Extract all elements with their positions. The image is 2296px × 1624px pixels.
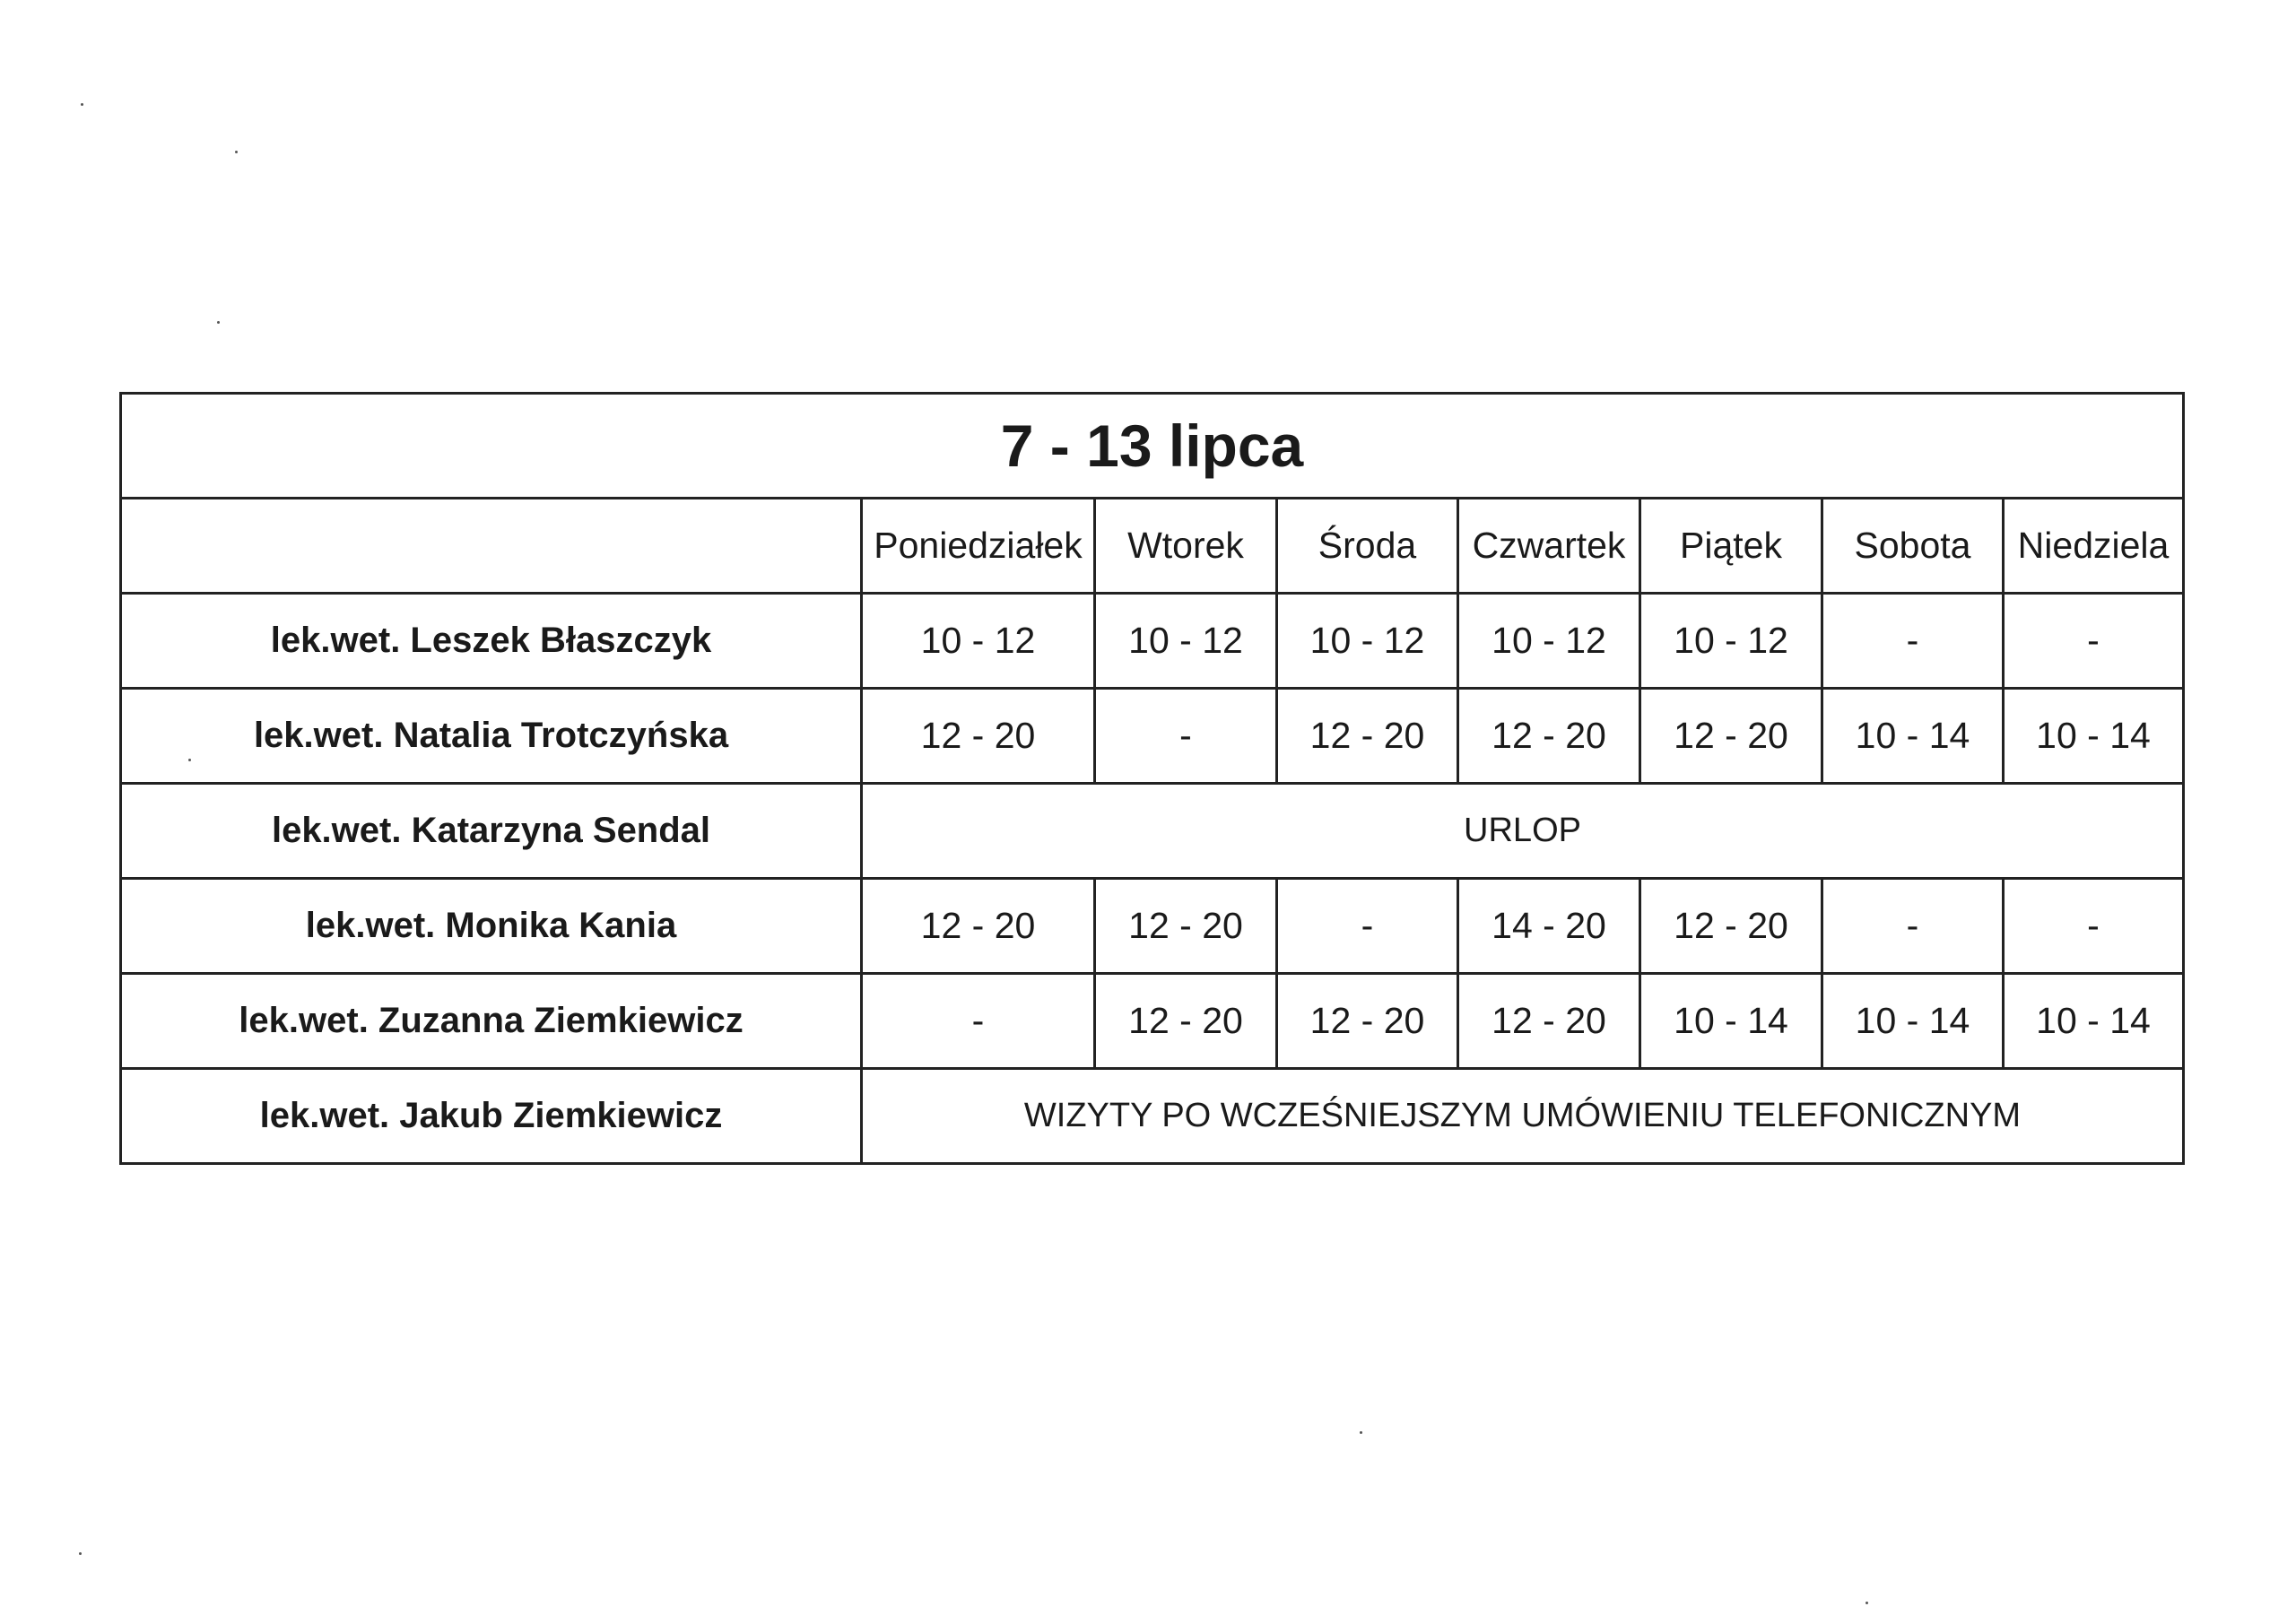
- hours-cell: 10 - 12: [1458, 594, 1640, 689]
- hours-cell: -: [1822, 879, 2004, 974]
- days-header-blank: [121, 499, 862, 594]
- day-header: Piątek: [1640, 499, 1822, 594]
- hours-cell: 10 - 12: [1095, 594, 1277, 689]
- doctor-row: [121, 879, 2184, 974]
- title-row: [121, 394, 2184, 499]
- day-header: Niedziela: [2004, 499, 2184, 594]
- doctor-name: lek.wet. Monika Kania: [121, 879, 862, 974]
- hours-cell: 12 - 20: [1640, 689, 1822, 784]
- hours-cell: 10 - 12: [1277, 594, 1458, 689]
- scan-speck: [235, 151, 238, 153]
- hours-cell: -: [1822, 594, 2004, 689]
- doctor-name: lek.wet. Leszek Błaszczyk: [121, 594, 862, 689]
- scan-speck: [1360, 1431, 1362, 1434]
- scan-speck: [1866, 1602, 1868, 1604]
- doctor-row: [121, 784, 2184, 879]
- schedule-title: 7 - 13 lipca: [121, 394, 2184, 499]
- hours-cell: -: [2004, 879, 2184, 974]
- hours-cell: -: [2004, 594, 2184, 689]
- day-header: Wtorek: [1095, 499, 1277, 594]
- doctor-row: [121, 689, 2184, 784]
- hours-cell: 12 - 20: [1458, 689, 1640, 784]
- doctor-name: lek.wet. Katarzyna Sendal: [121, 784, 862, 879]
- doctor-name: lek.wet. Natalia Trotczyńska: [121, 689, 862, 784]
- hours-cell: 12 - 20: [1640, 879, 1822, 974]
- hours-cell: 10 - 14: [2004, 689, 2184, 784]
- doctor-row: [121, 974, 2184, 1069]
- day-header: Poniedziałek: [862, 499, 1095, 594]
- hours-cell: -: [1277, 879, 1458, 974]
- hours-cell: -: [862, 974, 1095, 1069]
- scan-speck: [79, 1552, 82, 1555]
- hours-cell: 12 - 20: [862, 689, 1095, 784]
- hours-cell: 12 - 20: [862, 879, 1095, 974]
- scan-speck: [81, 103, 83, 106]
- doctor-row: [121, 1069, 2184, 1164]
- hours-cell: 10 - 12: [862, 594, 1095, 689]
- hours-cell: 12 - 20: [1277, 974, 1458, 1069]
- hours-cell: -: [1095, 689, 1277, 784]
- hours-cell: 12 - 20: [1277, 689, 1458, 784]
- days-header-row: [121, 499, 2184, 594]
- doctor-name: lek.wet. Jakub Ziemkiewicz: [121, 1069, 862, 1164]
- day-header: Środa: [1277, 499, 1458, 594]
- hours-cell: 14 - 20: [1458, 879, 1640, 974]
- hours-cell: 10 - 14: [1822, 689, 2004, 784]
- hours-cell: 10 - 12: [1640, 594, 1822, 689]
- doctor-row: [121, 594, 2184, 689]
- scan-speck: [217, 321, 220, 324]
- hours-cell: 12 - 20: [1095, 974, 1277, 1069]
- hours-cell: 10 - 14: [2004, 974, 2184, 1069]
- hours-cell: 12 - 20: [1458, 974, 1640, 1069]
- day-header: Sobota: [1822, 499, 2004, 594]
- schedule-note: URLOP: [862, 784, 2184, 879]
- day-header: Czwartek: [1458, 499, 1640, 594]
- doctor-name: lek.wet. Zuzanna Ziemkiewicz: [121, 974, 862, 1069]
- schedule-table: [119, 392, 2185, 1165]
- schedule-note: WIZYTY PO WCZEŚNIEJSZYM UMÓWIENIU TELEFONICZNYM: [862, 1069, 2184, 1164]
- hours-cell: 12 - 20: [1095, 879, 1277, 974]
- hours-cell: 10 - 14: [1822, 974, 2004, 1069]
- hours-cell: 10 - 14: [1640, 974, 1822, 1069]
